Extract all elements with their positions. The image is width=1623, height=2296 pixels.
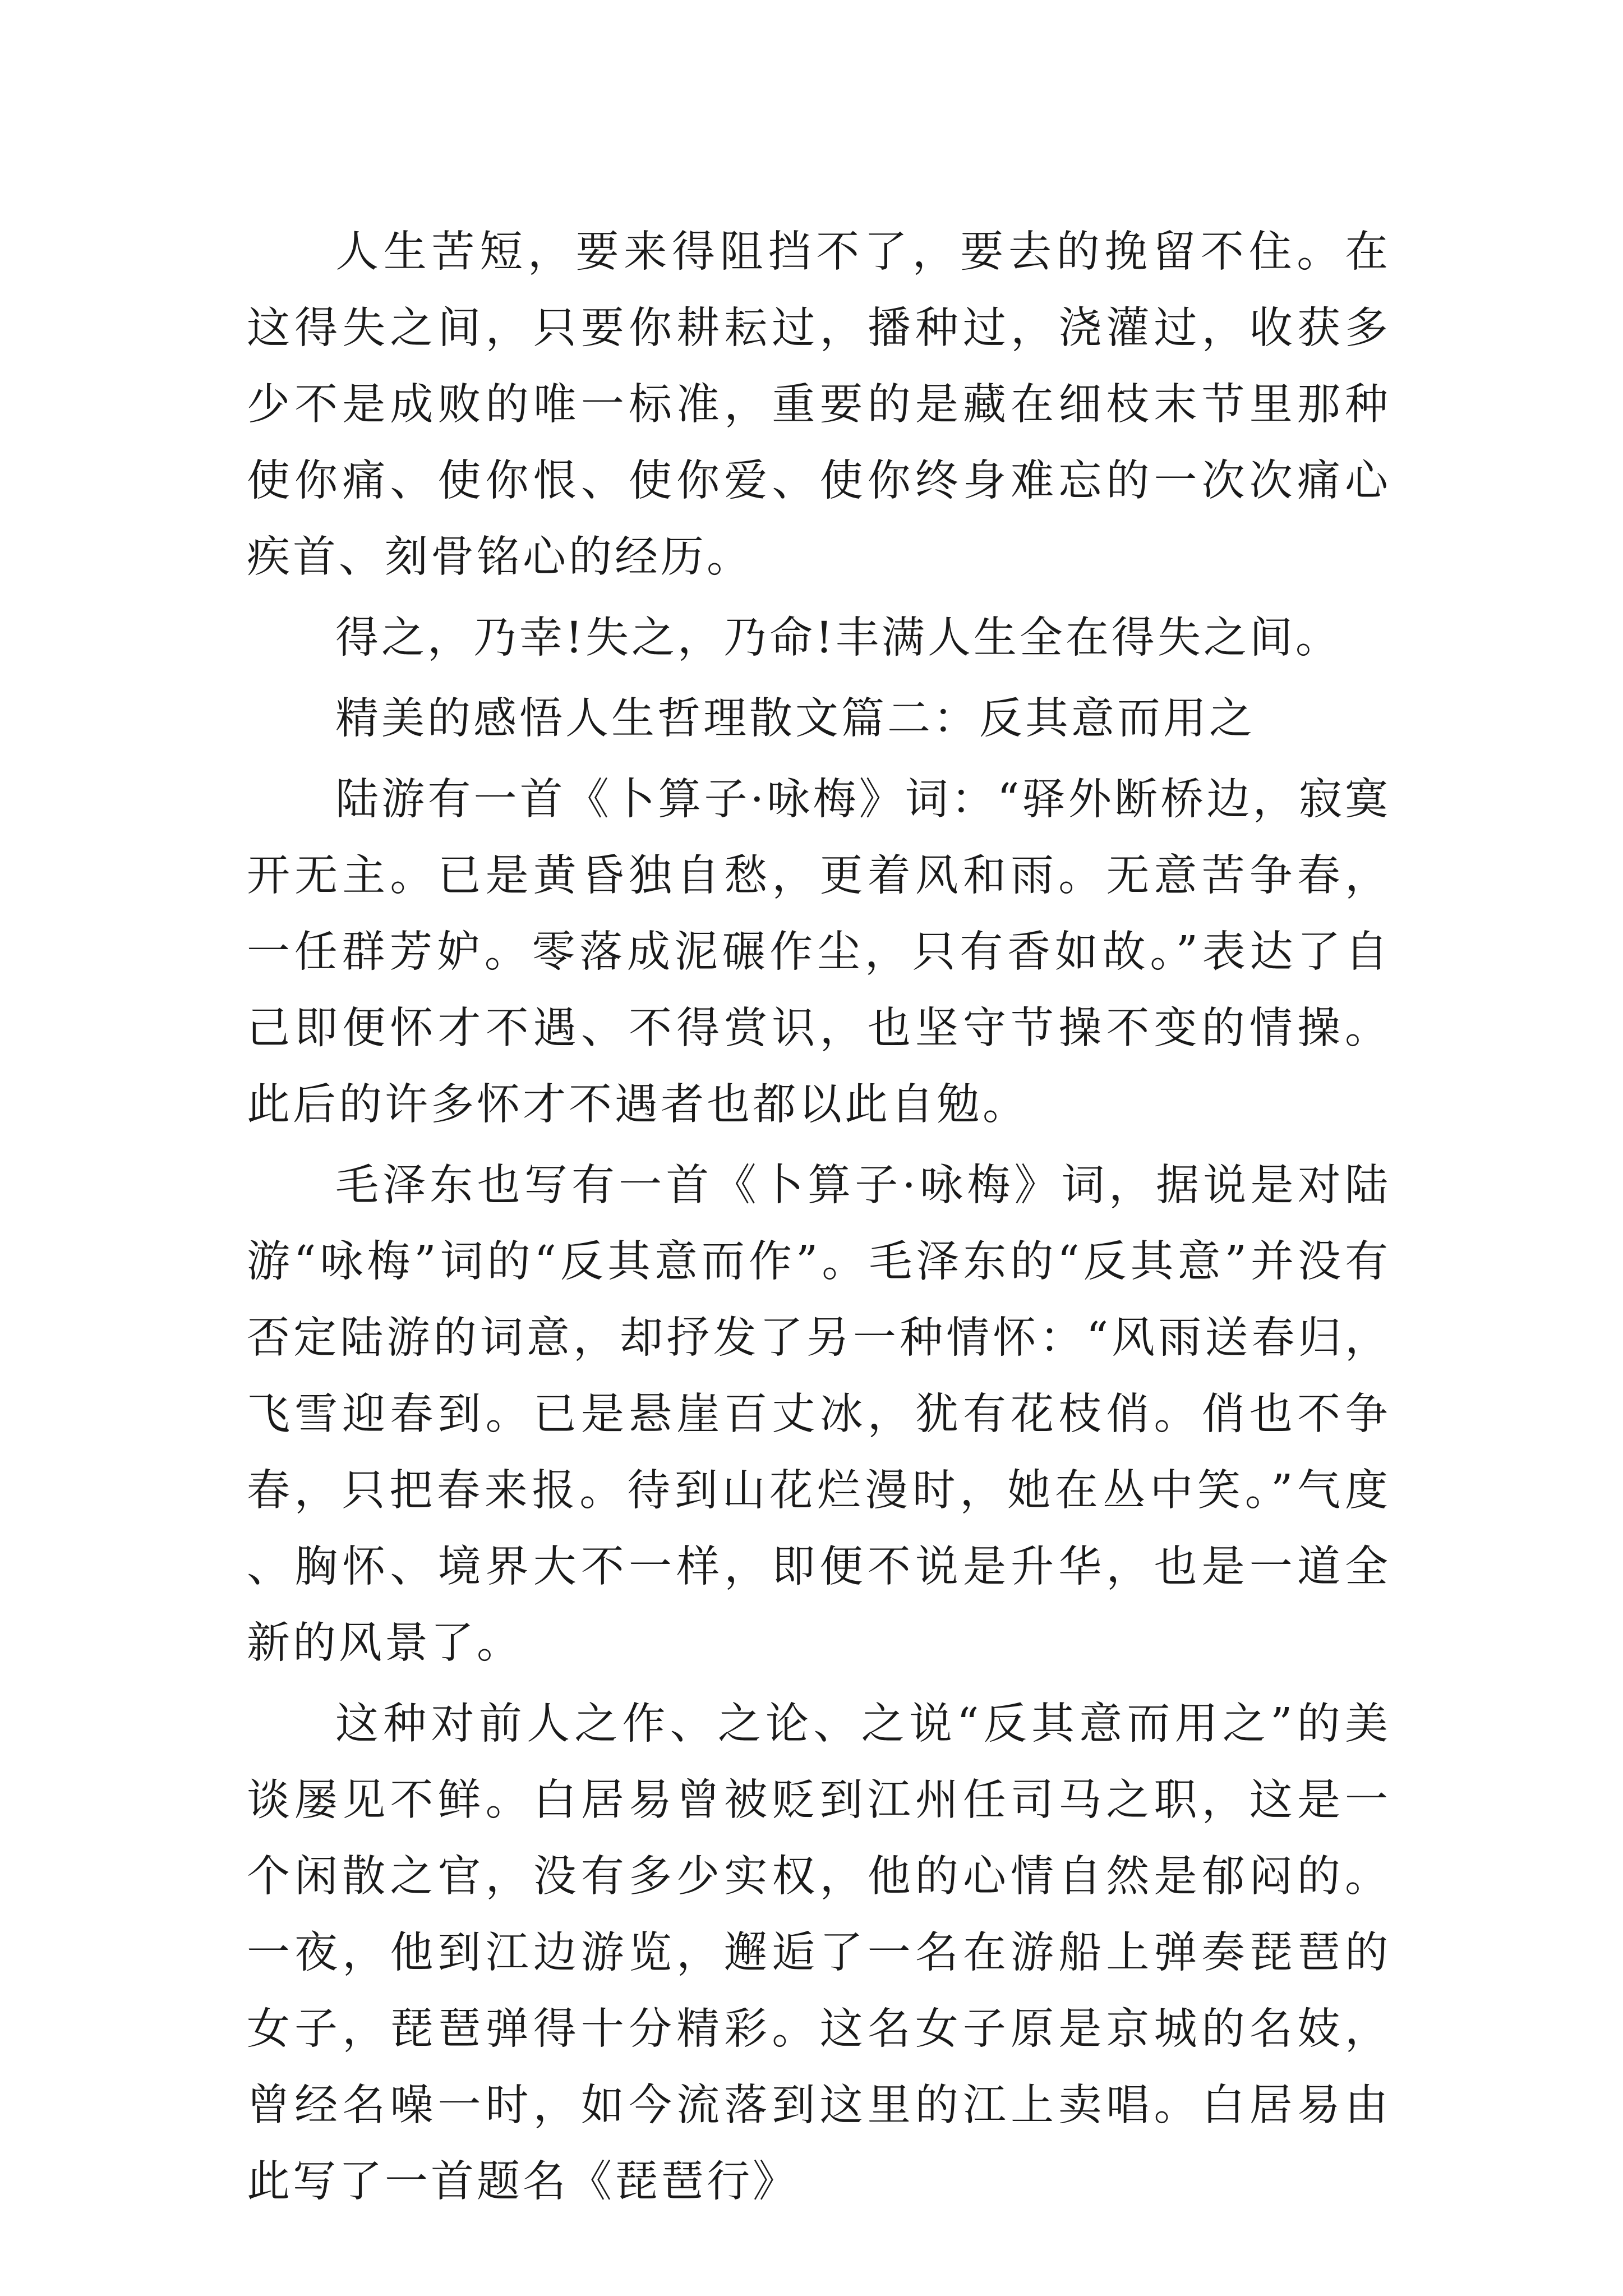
section-heading: 精美的感悟人生哲理散文篇二：反其意而用之	[335, 694, 1255, 744]
paragraph-gain-loss: 得之，乃幸!失之，乃命!丰满人生全在得失之间。	[335, 613, 1341, 663]
paragraph-life-short: 人生苦短，要来得阻挡不了，要去的挽留不住。在这得失之间，只要你耕耘过，播种过，浇灌过，收获多少不是成败的唯一标准，重要的是藏在细枝末节里那种使你痛、使你恨、使你爱、使你终身难忘的一次次痛心疾首、刻骨铭心的经历。	[247, 227, 1391, 582]
paragraph-mao-zedong: 毛泽东也写有一首《卜算子·咏梅》词，据说是对陆游“咏梅”词的“反其意而作”。毛泽东的“反其意”并没有否定陆游的词意，却抒发了另一种情怀：“风雨送春归，飞雪迎春到。已是悬崖百丈冰，犹有花枝俏。俏也不争春，只把春来报。待到山花烂漫时，她在丛中笑。”气度、胸怀、境界大不一样，即便不说是升华，也是一道全新的风景了。	[247, 1161, 1391, 1668]
paragraph-lu-you: 陆游有一首《卜算子·咏梅》词：“驿外断桥边，寂寞开无主。已是黄昏独自愁，更着风和雨。无意苦争春，一任群芳妒。零落成泥碾作尘，只有香如故。”表达了自己即便怀才不遇、不得赏识，也坚守节操不变的情操。此后的许多怀才不遇者也都以此自勉。	[247, 775, 1391, 1130]
paragraph-bai-juyi: 这种对前人之作、之论、之说“反其意而用之”的美谈屡见不鲜。白居易曾被贬到江州任司马之职，这是一个闲散之官，没有多少实权，他的心情自然是郁闷的。一夜，他到江边游览，邂逅了一名在游船上弹奏琵琶的女子，琵琶弹得十分精彩。这名女子原是京城的名妓，曾经名噪一时，如今流落到这里的江上卖唱。白居易由此写了一首题名《琵琶行》	[247, 1699, 1391, 2207]
document-body	[247, 214, 1391, 2220]
